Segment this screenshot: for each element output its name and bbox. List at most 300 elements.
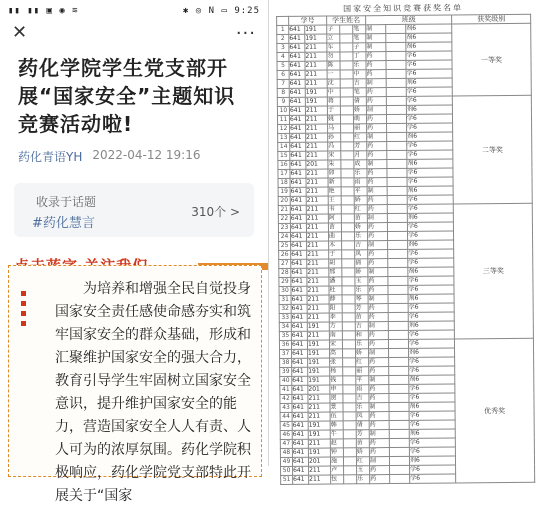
table-cell: 641	[290, 205, 306, 214]
table-cell: 191	[305, 34, 327, 43]
table-cell: 21	[278, 205, 290, 214]
table-cell: 艳	[328, 187, 341, 196]
table-cell: 制	[366, 106, 386, 115]
table-cell: 4	[277, 52, 289, 61]
table-cell: 乐	[355, 340, 368, 349]
table-cell: 倩	[356, 421, 369, 430]
table-cell: 14	[278, 142, 290, 151]
table-cell: 41	[280, 385, 292, 394]
table-cell: 7	[277, 79, 289, 88]
table-cell: 641	[292, 439, 308, 448]
table-cell: 乐	[355, 286, 368, 295]
table-cell: 玉	[357, 466, 370, 475]
table-cell: 雨	[354, 178, 367, 187]
topic-card[interactable]	[14, 183, 254, 237]
table-cell: 49	[280, 457, 292, 466]
table-cell: 学6	[407, 168, 453, 177]
table-cell: 高	[330, 349, 343, 358]
table-cell: 学6	[409, 438, 455, 447]
table-cell: 吉	[355, 241, 368, 250]
table-cell: 28	[279, 268, 291, 277]
table-cell: 学6	[408, 231, 454, 240]
award-table-container	[276, 2, 534, 483]
table-cell: 成	[354, 160, 367, 169]
table-cell: 于	[327, 106, 340, 115]
table-cell: 学6	[409, 411, 455, 420]
table-cell: 40	[280, 376, 292, 385]
table-cell: 芳	[356, 430, 369, 439]
table-cell: 211	[306, 142, 328, 151]
table-cell: 药	[369, 358, 389, 367]
table-cell: 药	[370, 475, 390, 484]
table-cell: 191	[308, 367, 330, 376]
table-cell: 韩	[330, 421, 343, 430]
table-cell: 乐	[357, 475, 370, 484]
table-cell: 药	[366, 88, 386, 97]
table-cell: 641	[290, 223, 306, 232]
table-cell: 药	[368, 259, 388, 268]
table-cell: 娇	[355, 268, 368, 277]
table-cell: 191	[308, 376, 330, 385]
table-cell: 制	[369, 457, 389, 466]
table-cell: 赵	[330, 439, 343, 448]
table-cell: 孙	[328, 133, 341, 142]
table-cell: 学6	[408, 312, 454, 321]
table-cell: 药	[368, 304, 388, 313]
table-cell: 中	[353, 70, 366, 79]
table-cell: 641	[290, 187, 306, 196]
table-cell: 制	[367, 160, 387, 169]
table-cell: 陈	[327, 61, 340, 70]
table-cell: 曲	[328, 232, 341, 241]
table-cell: 641	[291, 268, 307, 277]
table-cell: 芳	[355, 304, 368, 313]
table-cell: 641	[290, 196, 306, 205]
table-cell: 药	[367, 205, 387, 214]
table-cell: 学6	[407, 222, 453, 231]
table-cell: 45	[280, 421, 292, 430]
table-cell: 11	[277, 115, 289, 124]
nav-bar	[0, 22, 268, 44]
table-cell: 姚	[327, 115, 340, 124]
table-cell: 琴	[355, 295, 368, 304]
table-cell: 641	[289, 43, 305, 52]
table-cell: 641	[291, 295, 307, 304]
table-cell: 制	[368, 295, 388, 304]
table-cell: 剂6	[406, 78, 452, 87]
table-cell: 17	[278, 169, 290, 178]
table-cell: 雨	[356, 385, 369, 394]
table-cell: 张	[330, 358, 343, 367]
table-cell: 剂6	[406, 33, 452, 42]
table-cell: 学6	[408, 276, 454, 285]
table-cell: 剂6	[407, 186, 453, 195]
table-cell: 药	[366, 70, 386, 79]
table-cell: 641	[291, 250, 307, 259]
table-cell: 641	[292, 358, 308, 367]
table-cell: 胡	[329, 259, 342, 268]
table-cell: 211	[306, 124, 328, 133]
table-cell: 学6	[406, 87, 452, 96]
table-cell: 211	[305, 52, 327, 61]
table-cell: 制	[368, 241, 388, 250]
table-cell: 蒋	[327, 97, 340, 106]
table-cell: 潘	[329, 277, 342, 286]
table-cell: 平	[356, 376, 369, 385]
table-cell: 笔	[353, 88, 366, 97]
table-cell: 211	[308, 412, 330, 421]
table-cell: 37	[280, 349, 292, 358]
table-cell: 钟	[330, 448, 343, 457]
table-cell: 倩	[355, 259, 368, 268]
divider	[268, 0, 269, 466]
table-cell: 641	[289, 88, 305, 97]
table-cell: 凤	[356, 412, 369, 421]
table-cell: 34	[279, 322, 291, 331]
table-cell: 苗	[328, 223, 341, 232]
panel-decoration	[21, 291, 26, 331]
table-cell: 沈	[327, 79, 340, 88]
article-screen	[0, 0, 268, 504]
table-cell: 18	[278, 178, 290, 187]
table-cell: 药	[369, 394, 389, 403]
table-cell: 16	[278, 160, 290, 169]
table-cell: 南	[329, 331, 342, 340]
table-cell: 卢	[331, 466, 344, 475]
table-cell: 乐	[353, 61, 366, 70]
table-cell: 33	[279, 313, 291, 322]
table-cell: 191	[305, 97, 327, 106]
table-cell: 29	[279, 277, 291, 286]
table-cell: 641	[289, 70, 305, 79]
table-cell: 丽	[354, 124, 367, 133]
table-cell: 药	[368, 313, 388, 322]
table-cell: 乐	[354, 169, 367, 178]
table-cell: 乐	[356, 403, 369, 412]
table-cell: 立	[327, 34, 340, 43]
table-cell: 39	[280, 367, 292, 376]
table-cell: 药	[369, 421, 389, 430]
table-cell: 学6	[408, 249, 454, 258]
table-cell: 制	[367, 214, 387, 223]
table-cell: 子	[327, 25, 340, 34]
table-cell: 211	[306, 133, 328, 142]
table-cell: 剂6	[408, 240, 454, 249]
table-cell: 191	[305, 25, 327, 34]
table-cell: 剂6	[409, 456, 455, 465]
table-cell: 牛	[330, 430, 343, 439]
table-cell: 641	[292, 394, 308, 403]
table-cell: 吉	[355, 322, 368, 331]
more-menu-icon[interactable]: ···	[235, 22, 256, 44]
table-cell: 23	[278, 223, 290, 232]
table-cell: 阿	[328, 214, 341, 223]
table-cell: 制	[369, 376, 389, 385]
body-paragraph: 为培养和增强全民自觉投身国家安全责任感使命感夯实和筑牢国家安全的群众基础，形成和汇聚维护国家安全的强大合力，教育引导学生牢固树立国家安全意识，提升维护国家安全的能力，营造国家安全人人有责、人人可为的浓厚氛围。药化学院积极响应，药化学院党支部特此开展关于“国家	[55, 281, 251, 504]
header-award-level: 获奖级别	[452, 14, 531, 24]
table-cell: 萌	[353, 115, 366, 124]
table-cell: 学6	[407, 141, 453, 150]
table-cell: 44	[280, 412, 292, 421]
table-cell: 20	[278, 196, 290, 205]
table-cell: 剂6	[406, 42, 452, 51]
table-cell: 中	[327, 88, 340, 97]
table-cell: 丽	[356, 367, 369, 376]
topic-tag[interactable]: #药化慧言	[32, 216, 95, 231]
table-cell: 马	[328, 124, 341, 133]
table-cell: 学6	[409, 447, 455, 456]
table-cell: 211	[307, 286, 329, 295]
table-cell: 学6	[406, 114, 452, 123]
table-cell: 641	[291, 241, 307, 250]
table-cell: 学6	[409, 420, 455, 429]
table-cell: 药	[368, 232, 388, 241]
table-cell: 药	[369, 367, 389, 376]
table-cell: 641	[289, 34, 305, 43]
table-cell: 641	[292, 412, 308, 421]
table-cell: 25	[279, 241, 291, 250]
table-cell: 641	[289, 52, 305, 61]
table-cell: 211	[306, 151, 328, 160]
table-cell: 申	[330, 385, 343, 394]
award-level-cell: 三等奖	[453, 203, 533, 339]
table-cell: 211	[305, 61, 327, 70]
award-level-cell: 优秀奖	[454, 338, 534, 483]
table-cell: 剂6	[406, 105, 452, 114]
table-cell: 学6	[407, 150, 453, 159]
table-cell: 药	[369, 448, 389, 457]
close-icon[interactable]: ✕	[12, 22, 28, 43]
table-cell: 学6	[408, 339, 454, 348]
table-cell: 剂6	[409, 429, 455, 438]
table-cell: 学6	[407, 123, 453, 132]
table-cell: 641	[290, 142, 306, 151]
table-cell: 19	[278, 187, 290, 196]
table-cell: 641	[291, 304, 307, 313]
table-cell: 1	[277, 25, 289, 34]
table-cell: 制	[369, 430, 389, 439]
table-cell: 211	[308, 403, 330, 412]
table-cell: 药	[370, 466, 390, 475]
table-cell: 学6	[410, 465, 456, 474]
table-cell: 制	[368, 322, 388, 331]
table-cell: 倩	[353, 97, 366, 106]
table-cell: 韦	[328, 205, 341, 214]
table-cell: 制	[366, 34, 386, 43]
table-cell: 51	[281, 475, 293, 484]
table-cell: 药	[368, 250, 388, 259]
table-cell: 贺	[330, 394, 343, 403]
table-cell: 学6	[407, 195, 453, 204]
table-cell: 王	[328, 196, 341, 205]
table-cell: 43	[280, 403, 292, 412]
table-cell: 娇	[354, 196, 367, 205]
award-level-cell: 一等奖	[452, 23, 532, 96]
table-cell: 平	[354, 187, 367, 196]
table-cell: 学6	[406, 60, 452, 69]
header-student-name: 学生姓名	[327, 16, 366, 25]
table-cell: 641	[293, 475, 309, 484]
article-meta	[0, 138, 268, 165]
table-cell: 笔	[353, 34, 366, 43]
table-cell: 药	[367, 142, 387, 151]
table-cell: 211	[306, 232, 328, 241]
table-cell: 211	[305, 115, 327, 124]
table-cell: 剂6	[407, 159, 453, 168]
table-cell: 35	[279, 331, 291, 340]
table-cell: 车	[327, 43, 340, 52]
table-cell: 景	[330, 403, 343, 412]
table-body	[277, 23, 535, 484]
table-cell: 学6	[408, 303, 454, 312]
topic-label: 收录于话题	[36, 195, 97, 209]
table-cell: 娇	[356, 448, 369, 457]
table-cell: 8	[277, 88, 289, 97]
table-cell: 211	[306, 223, 328, 232]
table-cell: 211	[309, 466, 331, 475]
table-cell: 制	[367, 133, 387, 142]
table-cell: 3	[277, 43, 289, 52]
table-cell: 641	[292, 403, 308, 412]
table-cell: 卯	[328, 169, 341, 178]
table-cell: 娇	[353, 106, 366, 115]
table-cell: 641	[290, 232, 306, 241]
table-cell: 191	[307, 340, 329, 349]
table-cell: 5	[277, 61, 289, 70]
table-cell: 641	[290, 133, 306, 142]
table-cell: 641	[291, 277, 307, 286]
table-cell: 641	[289, 106, 305, 115]
award-level-cell: 二等奖	[452, 95, 532, 204]
table-cell: 药	[369, 385, 389, 394]
table-cell: 邢	[329, 268, 342, 277]
table-cell: 641	[289, 61, 305, 70]
table-cell: 药	[366, 61, 386, 70]
table-cell: 191	[305, 88, 327, 97]
table-cell: 凤	[355, 250, 368, 259]
table-cell: 红	[354, 133, 367, 142]
table-cell: 于	[329, 250, 342, 259]
table-cell: 32	[279, 304, 291, 313]
table-cell: 学6	[406, 96, 452, 105]
table-cell: 制	[369, 403, 389, 412]
table-cell: 641	[289, 97, 305, 106]
table-cell: 50	[281, 466, 293, 475]
topic-count[interactable]: 310个 >	[191, 205, 240, 219]
table-cell: 211	[306, 178, 328, 187]
table-cell: 药	[368, 286, 388, 295]
table-cell: 211	[306, 205, 328, 214]
signal-icons: ▮▮ ▮▮ ▣ ◉ ≋	[8, 6, 79, 16]
table-cell: 211	[306, 187, 328, 196]
table-cell: 娇	[356, 349, 369, 358]
table-cell: 剂6	[407, 132, 453, 141]
table-cell: 641	[292, 457, 308, 466]
document-screenshot	[270, 0, 536, 483]
table-cell: 211	[308, 439, 330, 448]
table-cell: 杜	[329, 286, 342, 295]
table-cell: 24	[278, 232, 290, 241]
table-cell: 641	[291, 340, 307, 349]
status-bar	[0, 0, 268, 22]
table-cell: 苗	[356, 439, 369, 448]
table-cell: 31	[279, 295, 291, 304]
table-cell: 211	[307, 241, 329, 250]
table-cell: 48	[280, 448, 292, 457]
table-cell: 宋	[329, 340, 342, 349]
table-cell: 211	[305, 70, 327, 79]
table-cell: 学6	[409, 357, 455, 366]
award-table	[276, 14, 535, 485]
table-cell: 191	[308, 358, 330, 367]
table-cell: 22	[278, 214, 290, 223]
table-cell: 钱	[330, 376, 343, 385]
account-link[interactable]: 药化青语YH	[18, 150, 83, 164]
table-cell: 13	[278, 133, 290, 142]
table-cell: 学6	[410, 474, 456, 483]
table-cell: 211	[306, 214, 328, 223]
table-cell: 药	[369, 412, 389, 421]
table-cell: 201	[306, 160, 328, 169]
table-cell: 211	[307, 259, 329, 268]
table-cell: 乐	[354, 232, 367, 241]
table-cell: 211	[308, 394, 330, 403]
table-cell: 211	[307, 331, 329, 340]
status-right: ✱ ◎ N ▭ 9:25	[182, 6, 260, 16]
table-cell: 641	[290, 214, 306, 223]
table-cell: 211	[307, 304, 329, 313]
header-class: 班级	[366, 15, 452, 25]
table-cell: 方	[329, 322, 342, 331]
table-cell: 10	[277, 106, 289, 115]
table-cell: 剂6	[409, 375, 455, 384]
table-cell: 641	[292, 376, 308, 385]
table-cell: 剂6	[406, 24, 452, 33]
table-cell: 学6	[408, 330, 454, 339]
table-cell: 学6	[406, 69, 452, 78]
table-cell: 药	[366, 97, 386, 106]
table-cell: 211	[307, 295, 329, 304]
table-cell: 30	[279, 286, 291, 295]
table-cell: 药	[368, 277, 388, 286]
table-cell: 学6	[409, 393, 455, 402]
table-cell: 36	[279, 340, 291, 349]
table-cell: 641	[292, 430, 308, 439]
table-cell: 641	[291, 286, 307, 295]
table-cell: 芳	[354, 142, 367, 151]
table-cell: 26	[279, 250, 291, 259]
table-cell: 玉	[355, 277, 368, 286]
table-cell: 学6	[407, 177, 453, 186]
table-cell: 笔	[353, 25, 366, 34]
table-cell: 吉	[353, 79, 366, 88]
table-cell: 641	[292, 385, 308, 394]
table-cell: 一	[327, 70, 340, 79]
article-title: 药化学院学生党支部开展“国家安全”主题知识竞赛活动啦!	[18, 56, 236, 136]
table-cell: 6	[277, 70, 289, 79]
table-cell: 薛	[329, 295, 342, 304]
table-cell: 641	[291, 259, 307, 268]
table-cell: 211	[309, 475, 331, 484]
table-cell: 学6	[406, 51, 452, 60]
table-cell: 12	[278, 124, 290, 133]
table-cell: 211	[305, 79, 327, 88]
table-cell: 15	[278, 151, 290, 160]
table-cell: 杨	[330, 367, 343, 376]
table-cell: 641	[291, 313, 307, 322]
table-cell: 641	[293, 466, 309, 475]
table-cell: 211	[305, 43, 327, 52]
